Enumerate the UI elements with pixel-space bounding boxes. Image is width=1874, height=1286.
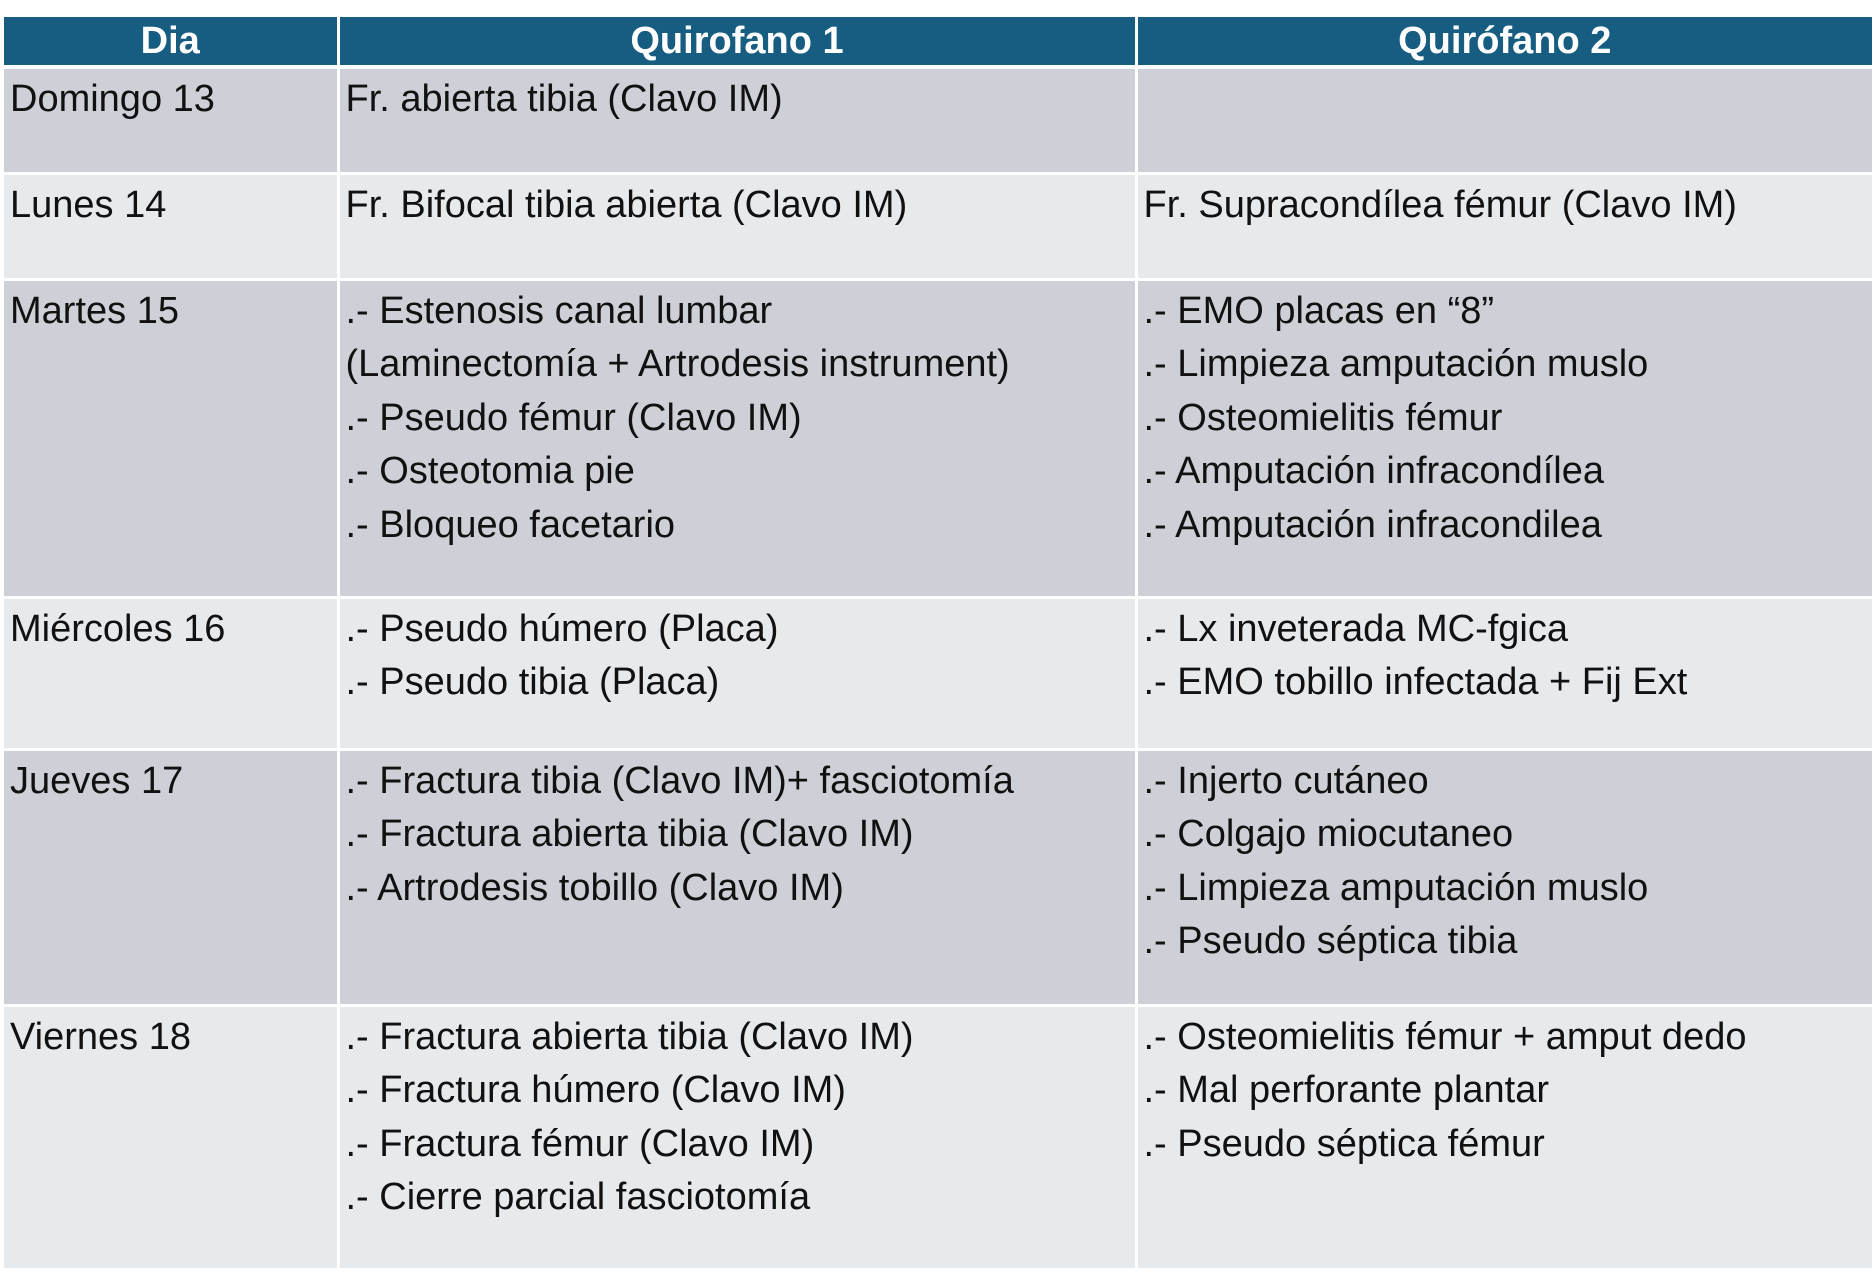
procedure-item: .- Pseudo séptica fémur xyxy=(1143,1122,1545,1165)
procedure-item: .- Cierre parcial fasciotomía xyxy=(345,1176,811,1218)
day-cell xyxy=(4,67,338,173)
day-label: Jueves 17 xyxy=(10,759,184,802)
quirofano-1-cell xyxy=(338,749,1136,1005)
procedure-item: .- Osteomielitis fémur + amput dedo xyxy=(1143,1015,1747,1058)
procedure-item: .- Amputación infracondilea xyxy=(1143,503,1602,546)
quirofano-2-cell xyxy=(1136,279,1872,597)
procedure-item: .- Colgajo miocutaneo xyxy=(1143,813,1514,855)
header-row xyxy=(4,17,1872,67)
procedure-item: .- Fractura abierta tibia (Clavo IM) xyxy=(345,1015,914,1058)
procedure-item: .- Estenosis canal lumbar xyxy=(345,289,773,332)
procedure-item: .- Amputación infracondílea xyxy=(1143,450,1604,492)
procedure-item: Fr. Bifocal tibia abierta (Clavo IM) xyxy=(345,183,908,226)
quirofano-2-cell xyxy=(1136,67,1872,173)
procedure-item: Fr. Supracondílea fémur (Clavo IM) xyxy=(1143,183,1737,226)
quirofano-1-cell xyxy=(338,279,1136,597)
header-day: Dia xyxy=(4,17,338,67)
day-label: Miércoles 16 xyxy=(10,607,226,650)
procedure-item: .- Limpieza amputación muslo xyxy=(1143,866,1649,909)
quirofano-2-cell xyxy=(1136,173,1872,279)
quirofano-2-cell xyxy=(1136,597,1872,749)
procedure-item: (Laminectomía + Artrodesis instrument) xyxy=(345,343,1010,385)
procedure-item: .- Limpieza amputación muslo xyxy=(1143,343,1649,385)
table-row xyxy=(4,279,1872,597)
procedure-item: .- Fractura abierta tibia (Clavo IM) xyxy=(345,813,914,855)
procedure-item: .- EMO placas en “8” xyxy=(1143,289,1495,332)
day-cell xyxy=(4,173,338,279)
table-row xyxy=(4,173,1872,279)
day-label: Domingo 13 xyxy=(10,78,215,120)
procedure-item: .- EMO tobillo infectada + Fij Ext xyxy=(1143,661,1688,703)
procedure-item: .- Injerto cutáneo xyxy=(1143,759,1429,802)
table-row xyxy=(4,597,1872,749)
procedure-item: .- Pseudo séptica tibia xyxy=(1143,920,1518,962)
day-label: Martes 15 xyxy=(10,289,179,332)
quirofano-2-cell xyxy=(1136,749,1872,1005)
quirofano-1-cell xyxy=(338,597,1136,749)
header-quirofano-2: Quirófano 2 xyxy=(1136,17,1872,67)
procedure-item: .- Lx inveterada MC-fgica xyxy=(1143,607,1568,650)
procedure-item: .- Osteomielitis fémur xyxy=(1143,396,1503,439)
surgery-schedule-table xyxy=(4,17,1872,1271)
procedure-item: .- Bloqueo facetario xyxy=(345,503,676,546)
quirofano-1-cell xyxy=(338,173,1136,279)
quirofano-1-cell xyxy=(338,1005,1136,1269)
day-cell xyxy=(4,1005,338,1269)
day-cell xyxy=(4,279,338,597)
procedure-item: .- Osteotomia pie xyxy=(345,450,635,492)
procedure-item: .- Fractura fémur (Clavo IM) xyxy=(345,1122,815,1165)
day-label: Viernes 18 xyxy=(10,1015,191,1058)
procedure-item: .- Artrodesis tobillo (Clavo IM) xyxy=(345,866,844,909)
procedure-item: .- Fractura húmero (Clavo IM) xyxy=(345,1069,846,1111)
procedure-item: .- Pseudo tibia (Placa) xyxy=(345,661,720,703)
quirofano-2-cell xyxy=(1136,1005,1872,1269)
procedure-item: .- Fractura tibia (Clavo IM)+ fasciotomía xyxy=(345,759,1014,802)
table-row xyxy=(4,1005,1872,1269)
day-cell xyxy=(4,749,338,1005)
header-quirofano-1: Quirofano 1 xyxy=(338,17,1136,67)
day-label: Lunes 14 xyxy=(10,183,167,226)
procedure-item: .- Pseudo fémur (Clavo IM) xyxy=(345,396,802,439)
table-row xyxy=(4,67,1872,173)
procedure-item: .- Mal perforante plantar xyxy=(1143,1069,1550,1111)
procedure-item: Fr. abierta tibia (Clavo IM) xyxy=(345,78,783,120)
table-row xyxy=(4,749,1872,1005)
procedure-item: .- Pseudo húmero (Placa) xyxy=(345,607,779,650)
quirofano-1-cell xyxy=(338,67,1136,173)
day-cell xyxy=(4,597,338,749)
